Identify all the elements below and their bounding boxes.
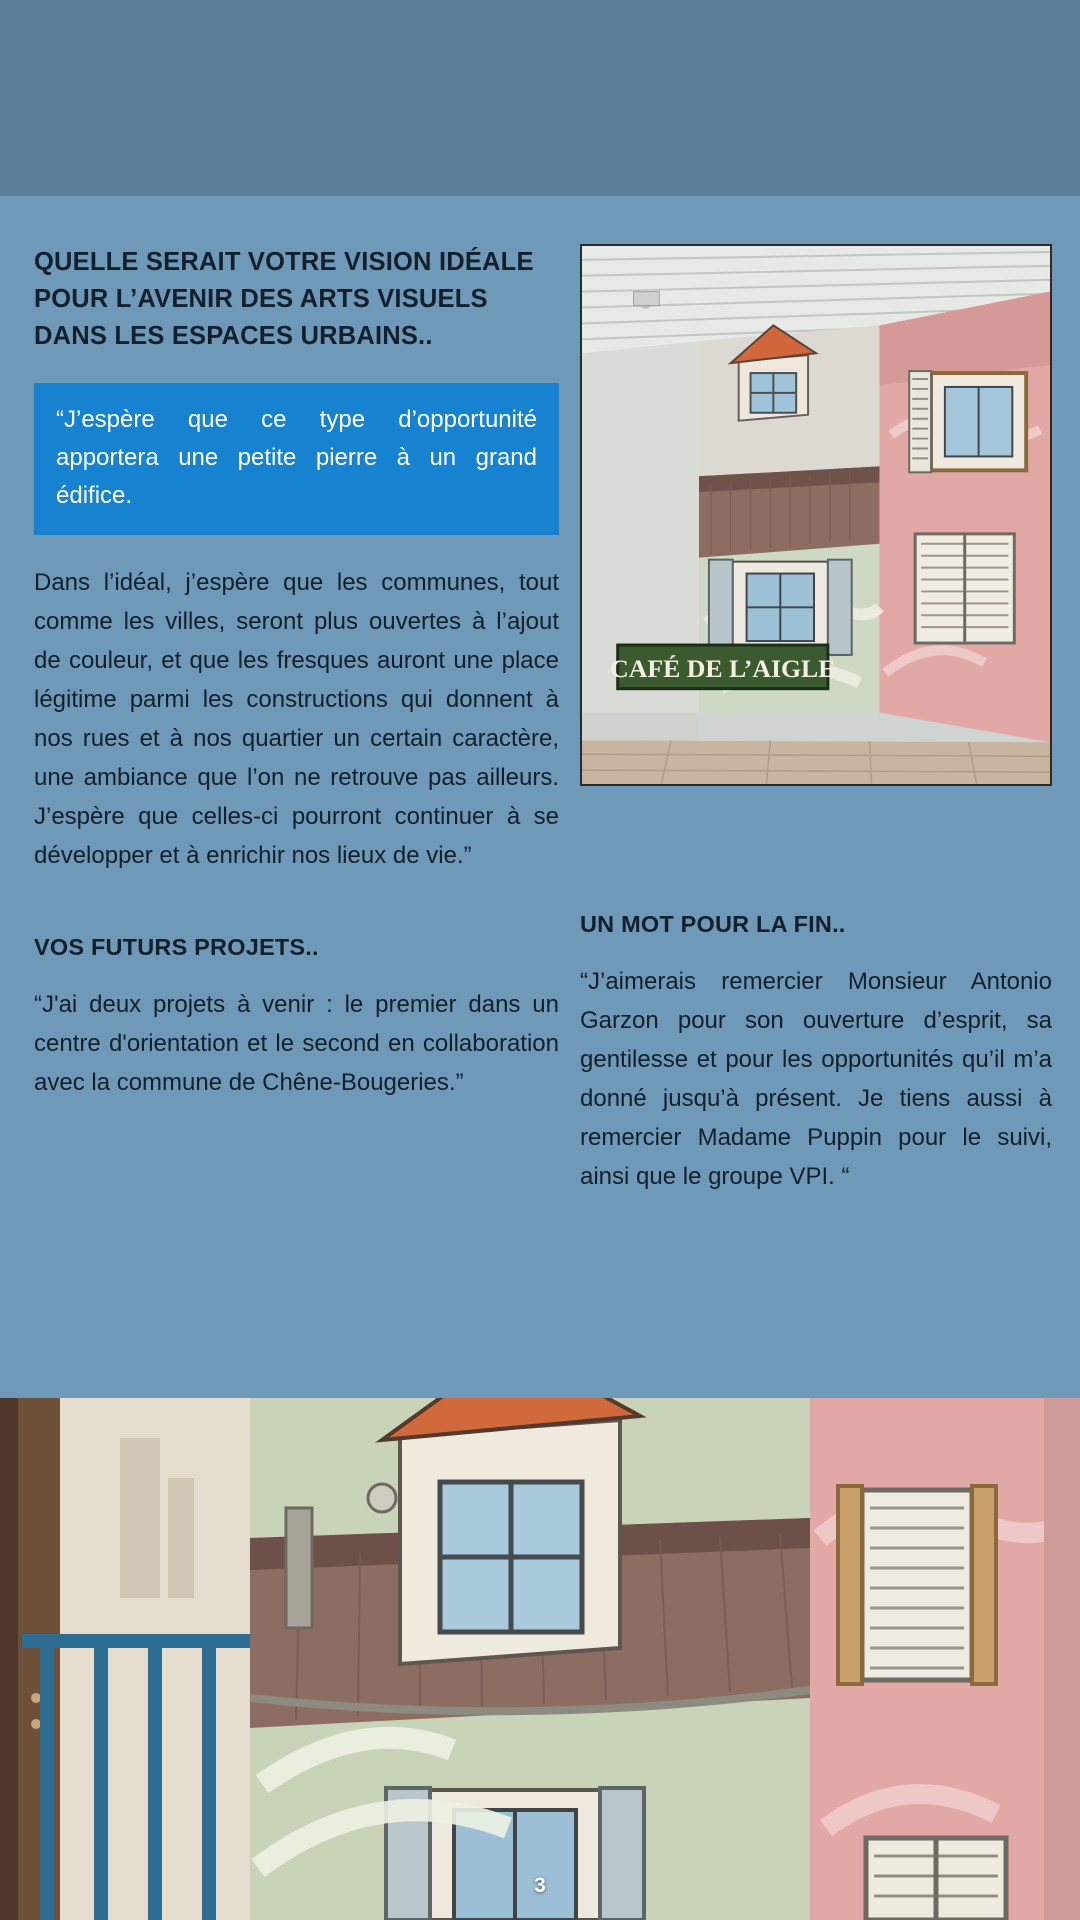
- closing-heading: UN MOT POUR LA FIN..: [580, 911, 846, 937]
- closing-paragraph: “J’aimerais remercier Monsieur Antonio Garzon pour son ouverture d’esprit, sa gentilesse et pour les opportunités qu’il m’a donné jusqu’à présent. Je tiens aussi à remercier Madame Puppin pour le suivi, ainsi que le groupe VPI. “: [580, 968, 1052, 1190]
- mural-photo: [580, 244, 1052, 786]
- mural-sign-text: CAFÉ DE L’AIGLE: [610, 653, 836, 683]
- page-number: 3: [534, 1874, 546, 1897]
- projects-paragraph: “J'ai deux projets à venir : le premier dans un centre d'orientation et le second en collaboration avec la commune de Chêne-Bougeries.”: [34, 991, 559, 1096]
- vision-paragraph: Dans l’idéal, j’espère que les communes, tout comme les villes, seront plus ouvertes à l’ajout de couleur, et que les fresques auront une place légitime parmi les constructions qui donnent à nos rues et à nos quartier un certain caractère, une ambiance que l’on ne retrouve pas ailleurs. J’espère que celles-ci pourront continuer à se développer et à enrichir nos lieux de vie.”: [34, 569, 559, 869]
- footer-mural-illustration: [0, 1398, 1080, 1920]
- right-column: [580, 244, 1052, 1196]
- pull-quote: “J’espère que ce type d’opportunité apportera une petite pierre à un grand édifice.: [34, 383, 559, 535]
- footer-mural-image: [0, 1398, 1080, 1920]
- page-title: QUELLE SERAIT VOTRE VISION IDÉALE POUR L’AVENIR DES ARTS VISUELS DANS LES ESPACES URBAINS..: [34, 248, 534, 350]
- left-column: [34, 244, 559, 1102]
- spacer: [580, 786, 1052, 908]
- projects-heading: VOS FUTURS PROJETS..: [34, 934, 319, 960]
- article-content: [0, 196, 1080, 1398]
- spacer: [34, 875, 559, 931]
- top-band: [0, 0, 1080, 196]
- mural-illustration: [582, 246, 1050, 784]
